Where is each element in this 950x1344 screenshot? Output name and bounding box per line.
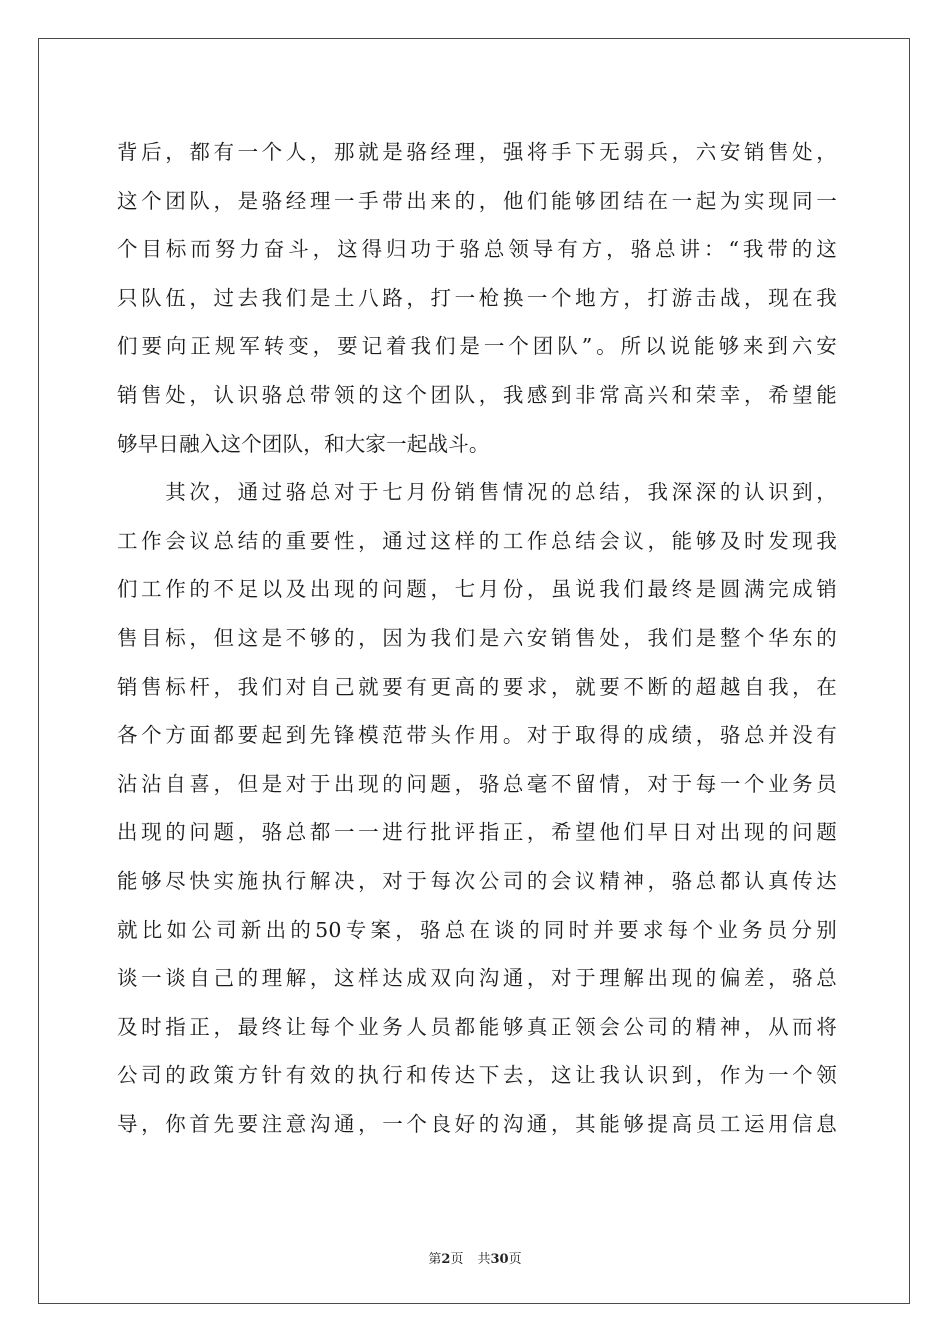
text-line: 公司的政策方针有效的执行和传达下去，这让我认识到，作为一个领 bbox=[117, 1063, 837, 1088]
total-prefix: 共 bbox=[477, 1252, 491, 1267]
text-line: 导，你首先要注意沟通，一个良好的沟通，其能够提高员工运用信息 bbox=[117, 1111, 837, 1136]
text-line: 能够尽快实施执行解决，对于每次公司的会议精神，骆总都认真传达 bbox=[117, 868, 837, 893]
text-line: 谈一谈自己的理解，这样达成双向沟通，对于理解出现的偏差，骆总 bbox=[117, 966, 837, 991]
text-line: 够早日融入这个团队，和大家一起战斗。 bbox=[117, 431, 490, 456]
text-line: 其次，通过骆总对于七月份销售情况的总结，我深深的认识到， bbox=[117, 480, 837, 505]
text-line: 只队伍，过去我们是土八路，打一枪换一个地方，打游击战，现在我 bbox=[117, 285, 837, 310]
page-prefix: 第 bbox=[428, 1252, 442, 1267]
text-line: 售目标，但这是不够的，因为我们是六安销售处，我们是整个华东的 bbox=[117, 625, 837, 650]
page-footer bbox=[0, 1248, 950, 1267]
text-line: 沾沾自喜，但是对于出现的问题，骆总毫不留情，对于每一个业务员 bbox=[117, 771, 837, 796]
page-suffix: 页 bbox=[450, 1252, 464, 1267]
text-line: 销售处，认识骆总带领的这个团队，我感到非常高兴和荣幸，希望能 bbox=[117, 382, 837, 407]
text-line: 就比如公司新出的50专案，骆总在谈的同时并要求每个业务员分别 bbox=[117, 917, 837, 942]
document-body bbox=[117, 128, 837, 1148]
total-suffix: 页 bbox=[508, 1252, 522, 1267]
page-number: 2 bbox=[441, 1252, 451, 1267]
text-line: 们工作的不足以及出现的问题，七月份，虽说我们最终是圆满完成销 bbox=[117, 577, 837, 602]
text-line: 出现的问题，骆总都一一进行批评指正，希望他们早日对出现的问题 bbox=[117, 820, 837, 845]
text-line: 各个方面都要起到先锋模范带头作用。对于取得的成绩，骆总并没有 bbox=[117, 723, 837, 748]
text-line: 个目标而努力奋斗，这得归功于骆总领导有方，骆总讲：“我带的这 bbox=[117, 237, 837, 262]
text-line: 销售标杆，我们对自己就要有更高的要求，就要不断的超越自我，在 bbox=[117, 674, 837, 699]
text-line: 这个团队，是骆经理一手带出来的，他们能够团结在一起为实现同一 bbox=[117, 188, 837, 213]
text-line: 们要向正规军转变，要记着我们是一个团队”。所以说能够来到六安 bbox=[117, 334, 837, 359]
text-line: 背后，都有一个人，那就是骆经理，强将手下无弱兵，六安销售处， bbox=[117, 140, 837, 164]
text-line: 及时指正，最终让每个业务人员都能够真正领会公司的精神，从而将 bbox=[117, 1014, 837, 1039]
total-pages: 30 bbox=[490, 1252, 509, 1267]
text-line: 工作会议总结的重要性，通过这样的工作总结会议，能够及时发现我 bbox=[117, 528, 837, 553]
